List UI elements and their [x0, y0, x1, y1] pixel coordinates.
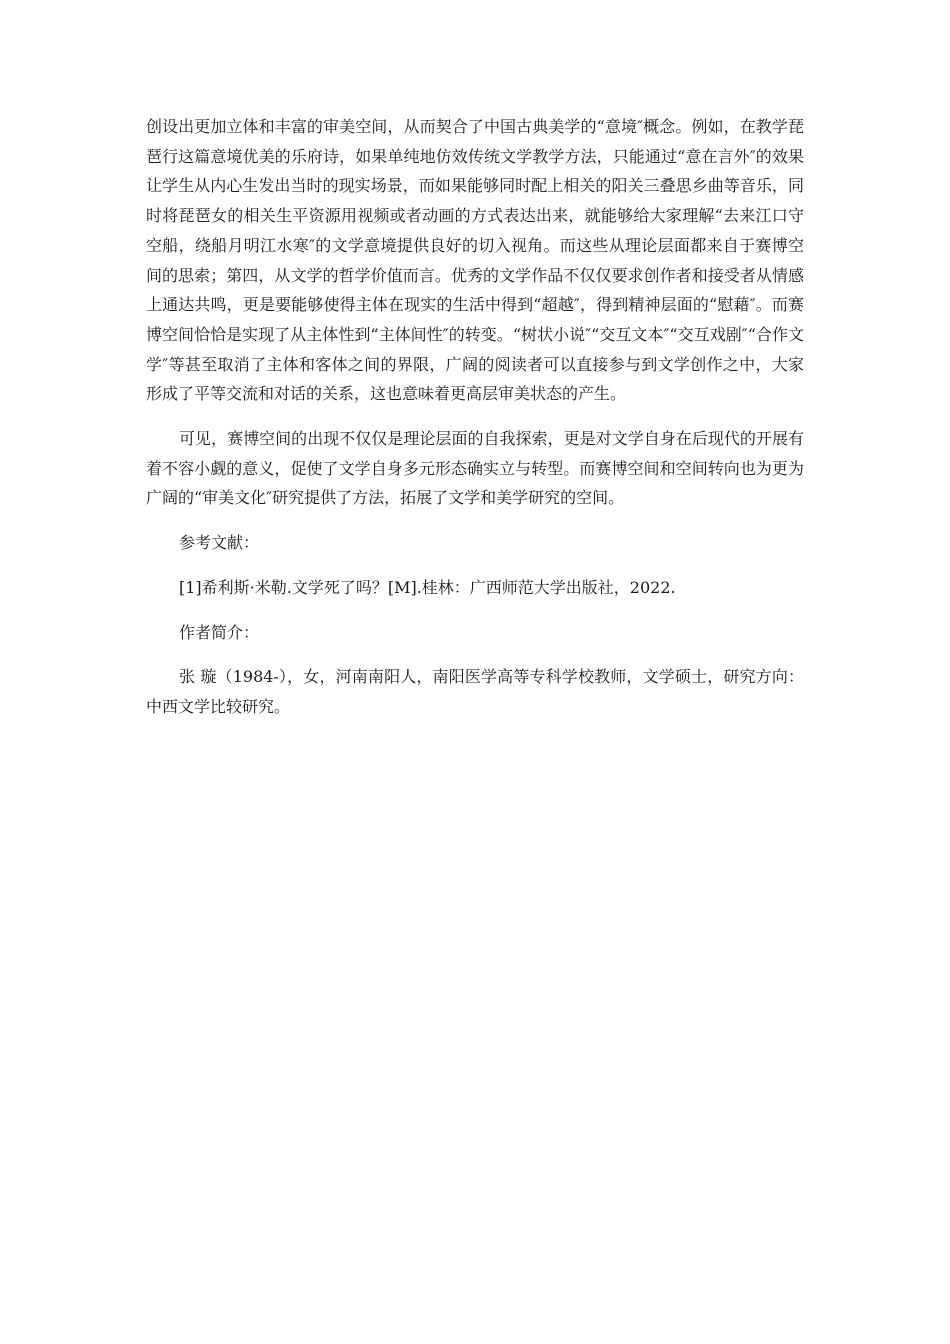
body-paragraph: 创设出更加立体和丰富的审美空间，从而契合了中国古典美学的“意境″概念。例如，在教学琵琶行这篇意境优美的乐府诗，如果单纯地仿效传统文学教学方法，只能通过“意在言外″的效果让学生从内心生发出当时的现实场景，而如果能够同时配上相关的阳关三叠思乡曲等音乐，同时将琵琶女的相关生平资源用视频或者动画的方式表达出来，就能够给大家理解“去来江口守空船，绕船月明江水寒″的文学意境提供良好的切入视角。而这些从理论层面都来自于赛博空间的思索；第四，从文学的哲学价值而言。优秀的文学作品不仅仅要求创作者和接受者从情感上通达共鸣，更是要能够使得主体在现实的生活中得到“超越″，得到精神层面的“慰藉″。而赛博空间恰恰是实现了从主体性到“主体间性″的转变。“树状小说″“交互文本″“交互戏剧″“合作文学″等甚至取消了主体和客体之间的界限，广阔的阅读者可以直接参与到文学创作之中，大家形成了平等交流和对话的关系，这也意味着更高层审美状态的产生。	[146, 117, 804, 404]
document-page	[146, 112, 804, 722]
author-heading: 作者简介：	[179, 622, 260, 642]
reference-item: [1]希利斯·米勒.文学死了吗？[M].桂林：广西师范大学出版社，2022.	[179, 577, 676, 597]
author-bio: 张 璇（1984-），女，河南南阳人，南阳医学高等专科学校教师，文学硕士，研究方向：中西文学比较研究。	[146, 667, 804, 716]
references-heading: 参考文献：	[179, 533, 260, 553]
conclusion-paragraph: 可见，赛博空间的出现不仅仅是理论层面的自我探索，更是对文学自身在后现代的开展有着不容小觑的意义，促使了文学自身多元形态确实立与转型。而赛博空间和空间转向也为更为广阔的“审美文化″研究提供了方法，拓展了文学和美学研究的空间。	[146, 429, 804, 508]
